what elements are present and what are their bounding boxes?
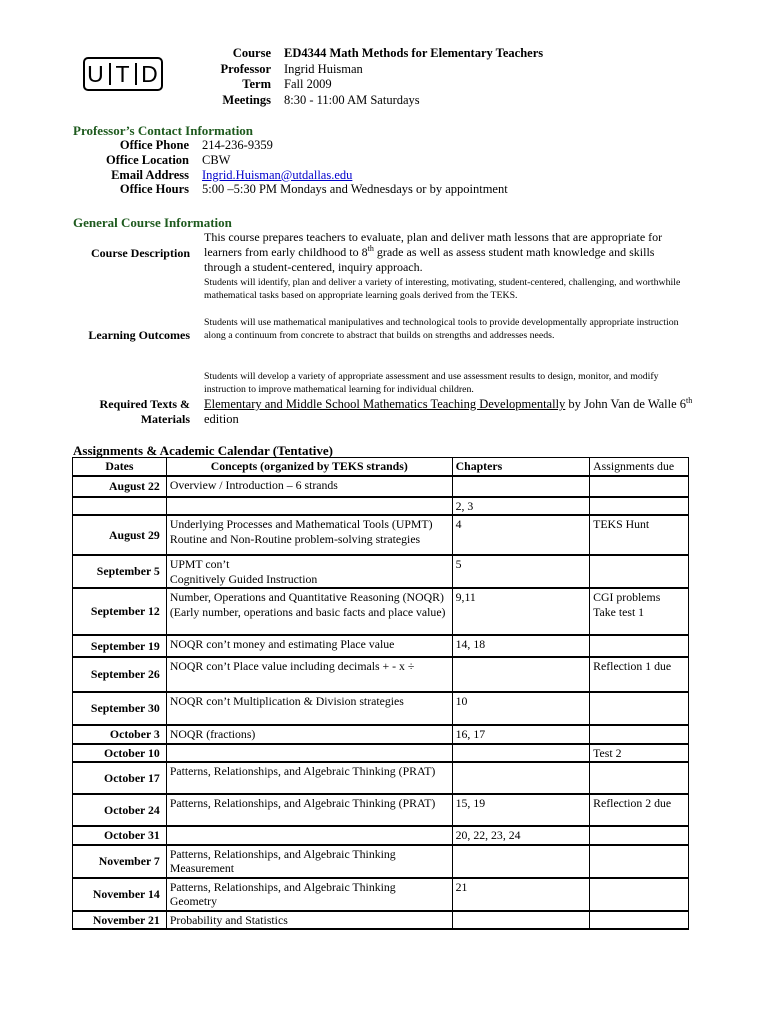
calendar-body [73, 476, 689, 930]
logo-letter-u: U [87, 60, 105, 87]
assignment-cell: Reflection 1 due [590, 657, 689, 692]
professor-value: Ingrid Huisman [284, 61, 363, 76]
course-header [200, 46, 543, 108]
concept-cell: NOQR con’t Place value including decimals + - x ÷ [166, 657, 452, 692]
concept-cell: Probability and Statistics [166, 911, 452, 930]
course-description [204, 230, 694, 275]
table-row [73, 515, 689, 555]
email-link[interactable]: Ingrid.Huisman@utdallas.edu [202, 167, 353, 182]
learning-outcomes-label: Learning Outcomes [88, 328, 190, 342]
concept-cell [166, 826, 452, 845]
term-label: Term [242, 77, 271, 91]
chapters-cell [452, 845, 590, 878]
assignment-cell: TEKS Hunt [590, 515, 689, 555]
chapters-cell: 20, 22, 23, 24 [452, 826, 590, 845]
assignment-cell [590, 826, 689, 845]
chapters-cell: 10 [452, 692, 590, 725]
meetings-value: 8:30 - 11:00 AM Saturdays [284, 92, 420, 107]
chapters-cell: 21 [452, 878, 590, 911]
term-value: Fall 2009 [284, 77, 332, 91]
table-row [73, 657, 689, 692]
texts-label-line-1: Required Texts & [99, 397, 190, 411]
concept-cell: Overview / Introduction – 6 strands [166, 476, 452, 497]
assignment-cell [590, 497, 689, 516]
concept-cell: Underlying Processes and Mathematical Tools (UPMT) Routine and Non-Routine problem-solving strategies [166, 515, 452, 555]
assignment-cell: Test 2 [590, 744, 689, 763]
professor-label: Professor [220, 61, 271, 76]
assignment-cell [590, 635, 689, 657]
required-texts [204, 397, 694, 426]
hours-label: Office Hours [119, 182, 189, 197]
assignment-cell [590, 911, 689, 930]
calendar-header-row [73, 458, 689, 476]
header-row-course [200, 46, 543, 62]
concept-cell: Number, Operations and Quantitative Reasoning (NOQR) (Early number, operations and basic facts and place value) [166, 588, 452, 635]
desc-sup: th [367, 244, 374, 253]
date-cell: September 19 [73, 635, 167, 657]
header-row-term [200, 77, 543, 93]
calendar-title: Assignments & Academic Calendar (Tentative) [73, 443, 333, 458]
outcome-3: Students will develop a variety of appropriate assessment and use assessment results to design, monitor, and modify instruction to improve mathematical learning for individual children. [204, 371, 659, 395]
general-heading: General Course Information [73, 215, 232, 230]
assignment-cell [590, 476, 689, 497]
contact-heading: Professor’s Contact Information [73, 123, 254, 138]
course-label: Course [232, 46, 271, 60]
table-row [73, 911, 689, 930]
table-row [73, 692, 689, 725]
utd-logo [83, 57, 163, 91]
table-row [73, 826, 689, 845]
required-texts-label [80, 397, 190, 427]
table-row [73, 588, 689, 635]
date-cell: October 10 [73, 744, 167, 763]
table-row [73, 762, 689, 794]
assignment-cell [590, 845, 689, 878]
desc-text-1: This course prepares teachers to evaluate, plan and deliver math lessons that are appropriate for learners from early childhood to 8 [204, 230, 663, 259]
outcome-1: Students will identify, plan and deliver a variety of interesting, motivating, student-centered, challenging, and worthwhile mathematical tasks based on appropriate learning goals derived from the TEKS. [204, 277, 681, 301]
concept-cell: Patterns, Relationships, and Algebraic Thinking Geometry [166, 878, 452, 911]
header-chapters: Chapters [452, 458, 590, 476]
concept-cell: Patterns, Relationships, and Algebraic Thinking (PRAT) [166, 794, 452, 826]
chapters-cell [452, 476, 590, 497]
logo-divider [109, 63, 111, 85]
header-assignments: Assignments due [590, 458, 689, 476]
date-cell: October 17 [73, 762, 167, 794]
textbook-edition: edition [204, 411, 239, 426]
table-row [73, 878, 689, 911]
desc-text-2: grade as well as assess student math knowledge and skills through a student-centered, inquiry approach. [204, 245, 655, 274]
assignment-cell [590, 692, 689, 725]
header-row-meetings [200, 93, 543, 109]
header-row-professor [200, 62, 543, 78]
date-cell: August 29 [73, 515, 167, 555]
concept-cell: NOQR con’t Multiplication & Division strategies [166, 692, 452, 725]
chapters-cell [452, 744, 590, 763]
textbook-title: Elementary and Middle School Mathematics Teaching Developmentally [204, 397, 566, 411]
chapters-cell: 5 [452, 555, 590, 588]
phone-value: 214-236-9359 [202, 138, 273, 152]
phone-label: Office Phone [119, 138, 189, 152]
concept-cell: NOQR con’t money and estimating Place value [166, 635, 452, 657]
date-cell: November 14 [73, 878, 167, 911]
location-value: CBW [202, 152, 231, 167]
table-row [73, 555, 689, 588]
location-label: Office Location [106, 152, 189, 167]
chapters-cell [452, 911, 590, 930]
table-row [73, 845, 689, 878]
header-dates: Dates [73, 458, 167, 476]
date-cell: October 3 [73, 725, 167, 744]
date-cell: October 24 [73, 794, 167, 826]
assignment-cell [590, 878, 689, 911]
meetings-label: Meetings [222, 92, 271, 107]
calendar-table [72, 457, 689, 930]
date-cell: September 30 [73, 692, 167, 725]
concept-cell: NOQR (fractions) [166, 725, 452, 744]
date-cell: August 22 [73, 476, 167, 497]
table-row [73, 635, 689, 657]
chapters-cell [452, 762, 590, 794]
assignment-cell [590, 725, 689, 744]
chapters-cell: 15, 19 [452, 794, 590, 826]
chapters-cell: 14, 18 [452, 635, 590, 657]
date-cell: November 21 [73, 911, 167, 930]
date-cell: October 31 [73, 826, 167, 845]
table-row [73, 744, 689, 763]
concept-cell: UPMT con’t Cognitively Guided Instruction [166, 555, 452, 588]
course-description-label: Course Description [91, 246, 190, 260]
logo-letter-t: T [115, 60, 131, 87]
date-cell: November 7 [73, 845, 167, 878]
table-row [73, 476, 689, 497]
chapters-cell [452, 657, 590, 692]
chapters-cell: 4 [452, 515, 590, 555]
date-cell: September 5 [73, 555, 167, 588]
textbook-author: by John Van de Walle 6 [565, 397, 687, 411]
chapters-cell: 9,11 [452, 588, 590, 635]
hours-value: 5:00 –5:30 PM Mondays and Wednesdays or by appointment [202, 182, 508, 197]
assignment-cell: Reflection 2 due [590, 794, 689, 826]
logo-divider [135, 63, 137, 85]
table-row [73, 497, 689, 516]
course-value: ED4344 Math Methods for Elementary Teachers [284, 46, 544, 60]
date-cell [73, 497, 167, 516]
concept-cell: Patterns, Relationships, and Algebraic Thinking Measurement [166, 845, 452, 878]
table-row [73, 794, 689, 826]
date-cell: September 12 [73, 588, 167, 635]
outcome-2: Students will use mathematical manipulatives and technological tools to provide developmentally appropriate instruction along a continuum from concrete to abstract that builds on strengths and addresses needs. [204, 317, 679, 341]
concept-cell [166, 744, 452, 763]
assignment-cell [590, 762, 689, 794]
assignment-cell: CGI problems Take test 1 [590, 588, 689, 635]
concept-cell [166, 497, 452, 516]
header-concepts: Concepts (organized by TEKS strands) [166, 458, 452, 476]
texts-label-line-2: Materials [140, 412, 190, 426]
date-cell: September 26 [73, 657, 167, 692]
email-label: Email Address [111, 167, 189, 182]
textbook-sup: th [686, 395, 693, 405]
contact-info [80, 138, 508, 197]
chapters-cell: 16, 17 [452, 725, 590, 744]
concept-cell: Patterns, Relationships, and Algebraic Thinking (PRAT) [166, 762, 452, 794]
chapters-cell: 2, 3 [452, 497, 590, 516]
assignment-cell [590, 555, 689, 588]
logo-letter-d: D [141, 60, 159, 87]
table-row [73, 725, 689, 744]
